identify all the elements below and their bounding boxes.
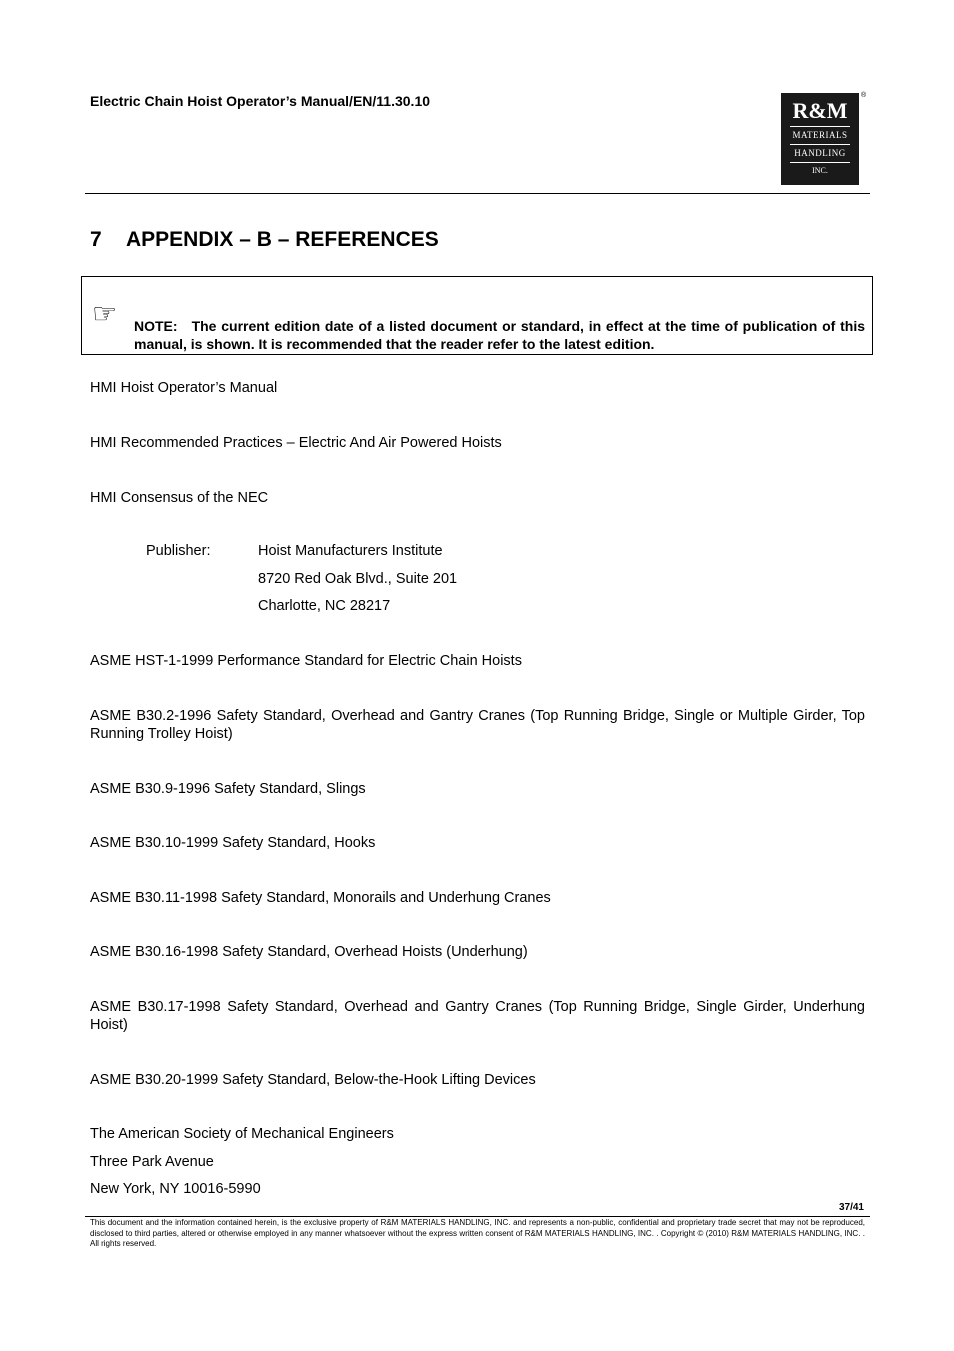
- footer-divider: [85, 1216, 870, 1217]
- logo-main-text: R&M: [792, 98, 848, 123]
- reference-item: ASME B30.17-1998 Safety Standard, Overhead and Gantry Cranes (Top Running Bridge, Single Girder, Underhung Hoist): [90, 999, 865, 1033]
- reference-item: ASME B30.10-1999 Safety Standard, Hooks: [90, 835, 376, 851]
- header-divider: [85, 193, 870, 194]
- reference-item: HMI Consensus of the NEC: [90, 490, 269, 506]
- publisher-address-line: 8720 Red Oak Blvd., Suite 201: [258, 571, 458, 587]
- section-title: APPENDIX – B – REFERENCES: [126, 228, 439, 251]
- footer-disclaimer: This document and the information contained herein, is the exclusive property of R&M MATERIALS HANDLING, INC. and represents a non-public, confidential and proprietary trade secret that may not be reproduced, disclosed to third parties, altered or otherwise employed in any manner whatsoever without the express written consent of R&M MATERIALS HANDLING, INC. . Copyright © (2010) R&M MATERIALS HANDLING, INC. . All rights reserved.: [90, 1218, 865, 1248]
- publisher-label: Publisher:: [146, 543, 211, 559]
- reference-item: HMI Recommended Practices – Electric And Air Powered Hoists: [90, 435, 502, 451]
- reference-item: HMI Hoist Operator’s Manual: [90, 380, 278, 396]
- logo-line-materials: MATERIALS: [792, 130, 848, 140]
- reference-item: ASME B30.2-1996 Safety Standard, Overhead and Gantry Cranes (Top Running Bridge, Single or Multiple Girder, Top Running Trolley Hoist): [90, 708, 865, 742]
- organization-city-line: New York, NY 10016-5990: [90, 1181, 261, 1197]
- section-number: 7: [90, 228, 102, 251]
- reference-item: ASME HST-1-1999 Performance Standard for Electric Chain Hoists: [90, 653, 522, 669]
- organization-address-line: Three Park Avenue: [90, 1154, 214, 1170]
- logo-rule: [790, 162, 850, 163]
- logo-line-handling: HANDLING: [794, 148, 846, 158]
- reference-item: ASME B30.16-1998 Safety Standard, Overhead Hoists (Underhung): [90, 944, 528, 960]
- reference-item: ASME B30.20-1999 Safety Standard, Below-the-Hook Lifting Devices: [90, 1072, 536, 1088]
- note-text: [134, 317, 865, 353]
- registered-mark: ®: [861, 92, 867, 99]
- publisher-name: Hoist Manufacturers Institute: [258, 543, 443, 559]
- page-number: 37/41: [838, 1202, 864, 1213]
- logo-rule: [790, 126, 850, 127]
- reference-item: ASME B30.9-1996 Safety Standard, Slings: [90, 781, 366, 797]
- company-logo: [781, 93, 859, 185]
- section-heading: [90, 228, 439, 252]
- reference-item: ASME B30.11-1998 Safety Standard, Monorails and Underhung Cranes: [90, 890, 551, 906]
- document-header-title: Electric Chain Hoist Operator’s Manual/EN/11.30.10: [90, 93, 431, 109]
- logo-line-inc: INC.: [812, 166, 828, 175]
- publisher-city-line: Charlotte, NC 28217: [258, 598, 391, 614]
- note-label: NOTE:: [134, 318, 178, 334]
- logo-rule: [790, 144, 850, 145]
- organization-name: The American Society of Mechanical Engineers: [90, 1126, 394, 1142]
- note-body: The current edition date of a listed document or standard, in effect at the time of publication of this manual, is shown. It is recommended that the reader refer to the latest edition.: [134, 318, 865, 352]
- pointing-hand-icon: ☞: [92, 298, 118, 329]
